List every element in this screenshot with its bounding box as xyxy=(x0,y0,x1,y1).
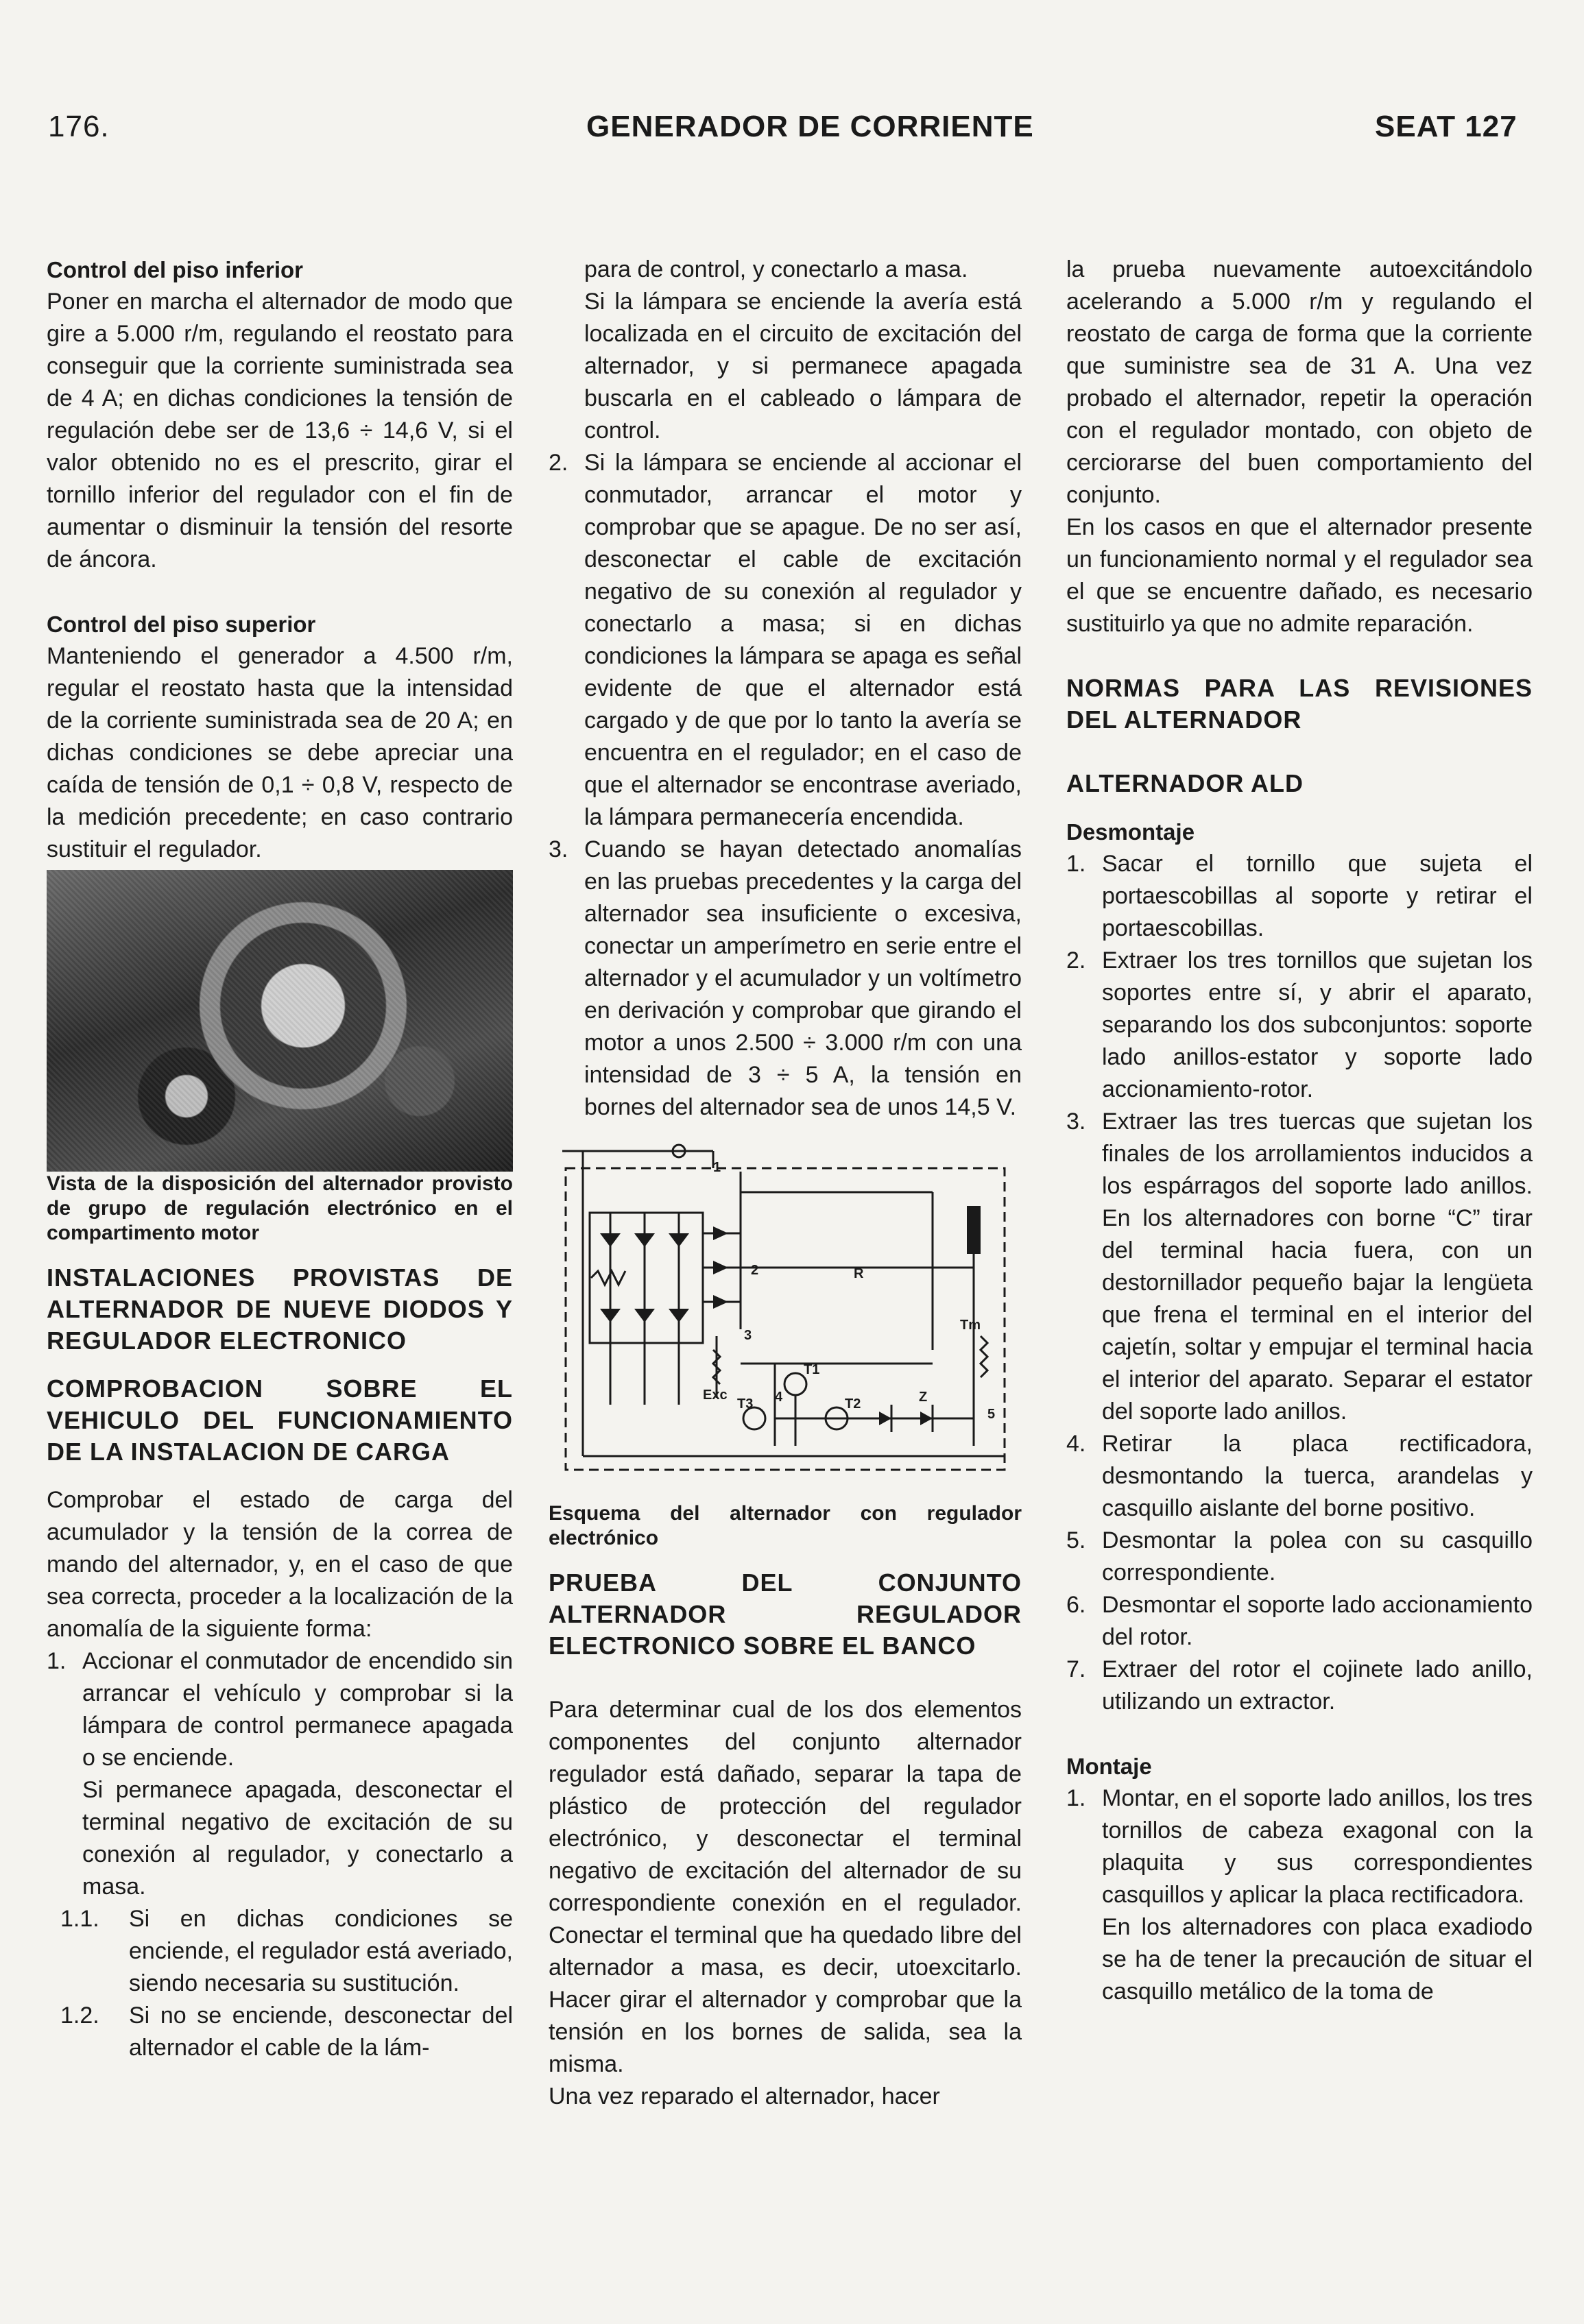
list-number: 5. xyxy=(1066,1527,1086,1553)
list-text: Desmontar el soporte lado accionamiento del rotor. xyxy=(1102,1592,1533,1650)
diagram-label: 1 xyxy=(713,1160,721,1175)
list-text: Cuando se hayan detectado anomalías en las pruebas precedentes y la carga del alternador sea insuficiente o excesiva, conectar un amperímetro en serie entre el alternador y el acumulador y un voltímetro en derivación y comprobar que girando el motor a unos 2.500 ÷ 3.000 r/m con una intensidad de 3 ÷ 5 A, la tensión en bornes del alternador sea de unos 14,5 V. xyxy=(584,836,1022,1120)
photo-caption: Vista de la disposición del alternador provisto de grupo de regulación electrónico en el compartimento motor xyxy=(47,1172,513,1244)
list-number: 3. xyxy=(549,836,568,862)
diagram-label: R xyxy=(854,1266,864,1281)
paragraph: Manteniendo el generador a 4.500 r/m, regular el reostato hasta que la intensidad de la corriente suministrada sea de 20 A; en dichas condiciones se debe apreciar una caída de tensión de 0,1 ÷ 0,8 V, respecto de la medición precedente; en caso contrario sustituir el regulador. xyxy=(47,643,513,862)
section-heading: PRUEBA DEL CONJUNTO ALTERNADOR REGULADOR ELECTRONICO SOBRE EL BANCO xyxy=(549,1569,1022,1660)
list-number: 1. xyxy=(1066,1785,1086,1811)
diagram-label: T1 xyxy=(804,1362,820,1377)
list-item xyxy=(1066,945,1533,1106)
paragraph: Una vez reparado el alternador, hacer xyxy=(549,2083,940,2109)
list-text: Accionar el conmutador de encendido sin arrancar el vehículo y comprobar si la lámpara de control permanece apagada o se enciende. xyxy=(82,1648,513,1771)
list-item xyxy=(1066,848,1533,945)
diagram-label: Exc xyxy=(703,1388,728,1403)
brand-label: SEAT 127 xyxy=(1375,110,1517,143)
paragraph: la prueba nuevamente autoexcitándolo acelerando a 5.000 r/m y regulando el reostato de carga de forma que la corriente que suministre sea de 31 A. Una vez probado el alternador, repetir la operación con el regulador montado, con objeto de cerciorarse del buen comportamiento del conjunto. xyxy=(1066,256,1533,508)
section-heading: Desmontaje xyxy=(1066,819,1195,845)
page-number: 176. xyxy=(48,110,110,143)
paragraph: Comprobar el estado de carga del acumulador y la tensión de la correa de mando del alternador, y, en el caso de que sea correcta, proceder a la localización de la anomalía de la siguiente forma: xyxy=(47,1487,513,1642)
list-item xyxy=(1066,1525,1533,1589)
disassembly-list xyxy=(1066,848,1533,1718)
list-number: 3. xyxy=(1066,1109,1086,1135)
list-number: 1. xyxy=(1066,851,1086,877)
diagram-label: 2 xyxy=(751,1263,759,1278)
diagram-caption: Esquema del alternador con regulador electrónico xyxy=(549,1502,1022,1549)
section-heading: COMPROBACION SOBRE EL VEHICULO DEL FUNCIONAMIENTO DE LA INSTALACION DE CARGA xyxy=(47,1375,513,1466)
list-text: Si en dichas condiciones se enciende, el regulador está averiado, siendo necesaria su sustitución. xyxy=(129,1906,513,1996)
list-text: Desmontar la polea con su casquillo correspondiente. xyxy=(1102,1527,1533,1586)
list-item xyxy=(549,834,1022,1124)
diagram-label: Tm xyxy=(960,1318,981,1333)
diagram-label: 3 xyxy=(744,1328,752,1343)
procedure-sublist xyxy=(47,1903,513,2064)
paragraph: para de control, y conectarlo a masa. xyxy=(584,256,968,282)
list-number: 2. xyxy=(1066,947,1086,973)
paragraph: Si la lámpara se enciende la avería está localizada en el circuito de excitación del alternador, y si permanece apagada buscarla en el cableado o lámpara de control. xyxy=(584,289,1022,444)
diagram-label: Z xyxy=(919,1390,928,1405)
assembly-list xyxy=(1066,1782,1533,1911)
section-heading: NORMAS PARA LAS REVISIONES DEL ALTERNADOR xyxy=(1066,674,1533,734)
list-text: Extraer los tres tornillos que sujetan los soportes entre sí, y abrir el aparato, separando los dos subconjuntos: soporte lado anillos-estator y soporte lado accionamiento-rotor. xyxy=(1102,947,1533,1102)
list-item xyxy=(1066,1106,1533,1428)
paragraph: En los casos en que el alternador presente un funcionamiento normal y el regulador sea el que se encuentre dañado, es necesario sustituirlo ya que no admite reparación. xyxy=(1066,514,1533,637)
list-text: Si la lámpara se enciende al accionar el conmutador, arrancar el motor y comprobar que se apague. De no ser así, desconectar el cable de excitación negativo de su conexión al regulador y conectarlo a masa; si en dichas condiciones la lámpara se apaga es señal evidente de que el alternador está cargado y de que por lo tanto la avería se encuentra en el regulador; en el caso de que el alternador se encontrase averiado, la lámpara permanecería encendida. xyxy=(584,450,1022,830)
section-heading: ALTERNADOR ALD xyxy=(1066,769,1304,797)
list-item xyxy=(549,447,1022,834)
alternator-photo xyxy=(47,870,513,1172)
list-item xyxy=(1066,1654,1533,1718)
procedure-list xyxy=(549,447,1022,1124)
list-item xyxy=(1066,1782,1533,1911)
list-number: 1.1. xyxy=(60,1906,99,1932)
list-text: Si no se enciende, desconectar del alternador el cable de la lám- xyxy=(129,2002,513,2061)
list-number: 1.2. xyxy=(60,2002,99,2029)
list-item xyxy=(47,1903,513,2000)
paragraph: En los alternadores con placa exadiodo se ha de tener la precaución de situar el casquillo metálico de la toma de xyxy=(1102,1914,1533,2005)
list-item xyxy=(1066,1589,1533,1654)
column-1 xyxy=(47,254,513,2064)
list-text: Extraer las tres tuercas que sujetan los finales de los arrollamientos inducidos a los espárragos del soporte lado anillos. En los alternadores con borne “C” tirar del terminal hacia fuera, con un destornillador pequeño bajar la lengüeta que frena el terminal en el interior del cajetín, soltar y empujar el terminal hacia el interior del aparato. Separar el estator del soporte lado anillos. xyxy=(1102,1109,1533,1425)
list-number: 6. xyxy=(1066,1592,1086,1618)
list-item xyxy=(1066,1428,1533,1525)
section-heading: Montaje xyxy=(1066,1754,1152,1779)
diagram-label: T2 xyxy=(845,1396,861,1412)
page-title: GENERADOR DE CORRIENTE xyxy=(586,110,1034,143)
diagram-label: 5 xyxy=(987,1407,996,1422)
list-text: Montar, en el soporte lado anillos, los tres tornillos de cabeza exagonal con la plaquita y sus correspondientes casquillos y aplicar la placa rectificadora. xyxy=(1102,1785,1533,1908)
list-text: Sacar el tornillo que sujeta el portaescobillas al soporte y retirar el portaescobillas. xyxy=(1102,851,1533,941)
paragraph: Si permanece apagada, desconectar el terminal negativo de excitación de su conexión al regulador, y conectarlo a masa. xyxy=(82,1777,513,1900)
section-heading: Control del piso superior xyxy=(47,612,316,637)
list-number: 4. xyxy=(1066,1431,1086,1457)
list-number: 2. xyxy=(549,450,568,476)
list-text: Extraer del rotor el cojinete lado anillo, utilizando un extractor. xyxy=(1102,1656,1533,1715)
list-text: Retirar la placa rectificadora, desmontando la tuerca, arandelas y casquillo aislante del borne positivo. xyxy=(1102,1431,1533,1521)
paragraph: Para determinar cual de los dos elementos componentes del conjunto alternador regulador está dañado, separar la tapa de plástico de protección del regulador electrónico, y desconectar el terminal negativo de excitación del alternador de su correspondiente conexión en el regulador. Conectar el terminal que ha quedado libre del alternador a masa, es decir, utoexcitarlo. Hacer girar el alternador y comprobar que la tensión en los bornes de salida, sea la misma. xyxy=(549,1697,1022,2077)
section-heading: Control del piso inferior xyxy=(47,257,304,282)
section-heading: INSTALACIONES PROVISTAS DE ALTERNADOR DE NUEVE DIODOS Y REGULADOR ELECTRONICO xyxy=(47,1263,513,1355)
diagram-label: T3 xyxy=(737,1396,754,1412)
column-2 xyxy=(549,254,1022,2113)
diagram-label: 4 xyxy=(775,1390,783,1405)
paragraph: Poner en marcha el alternador de modo que gire a 5.000 r/m, regulando el reostato para conseguir que la corriente suministrada sea de 4 A; en dichas condiciones la tensión de regulación debe ser de 13,6 ÷ 14,6 V, si el valor obtenido no es el prescrito, girar el tornillo inferior del regulador con el fin de aumentar o disminuir la tensión del resorte de áncora. xyxy=(47,289,513,572)
list-number: 7. xyxy=(1066,1656,1086,1682)
procedure-list xyxy=(47,1645,513,1774)
alternator-circuit-diagram xyxy=(549,1130,1022,1487)
list-item xyxy=(47,1645,513,1774)
list-number: 1. xyxy=(47,1648,67,1674)
list-item xyxy=(47,2000,513,2064)
page-header xyxy=(0,110,1584,158)
column-3 xyxy=(1066,254,1533,2008)
